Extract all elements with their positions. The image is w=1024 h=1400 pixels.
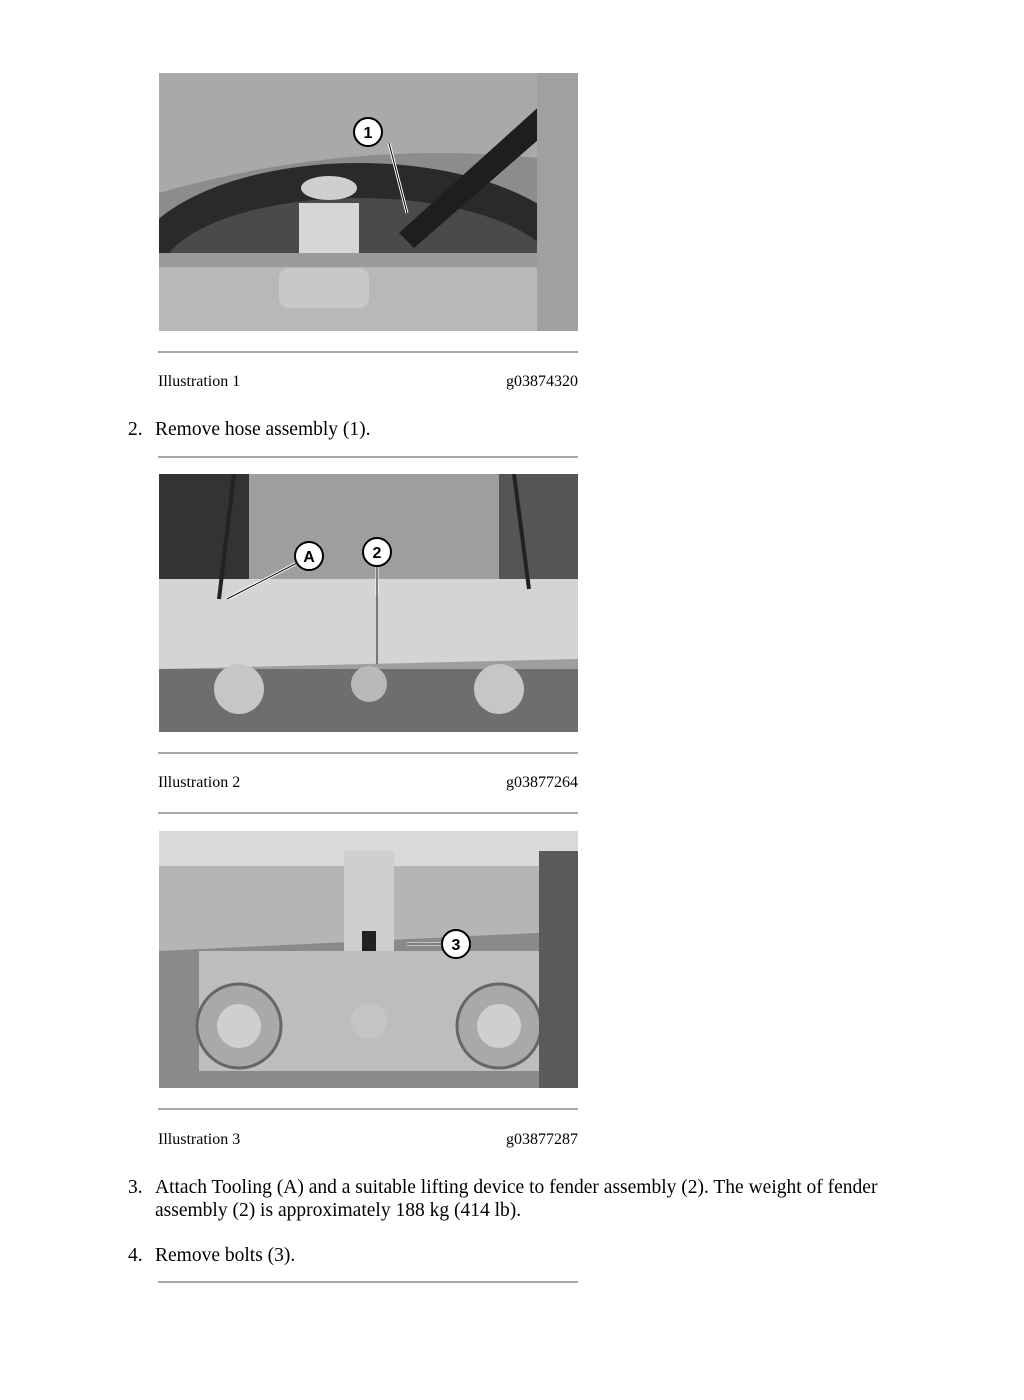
caption-label: Illustration 3 [158,1131,241,1148]
caption-code: g03877287 [506,1131,578,1148]
caption-code: g03874320 [506,373,578,390]
illustration-3-caption [158,1131,578,1149]
step-number: 2. [128,419,143,440]
step-number: 4. [128,1245,143,1266]
caption-label: Illustration 2 [158,774,241,791]
illustration-2-photo [159,474,578,732]
caption-label: Illustration 1 [158,373,241,390]
step-text: Attach Tooling (A) and a suitable lifting device to fender assembly (2). The weight of fender assembly (2) is approximately 188 kg (414 lb). [155,1177,878,1221]
callout-a: A [303,549,315,566]
divider [158,351,578,353]
divider [158,456,578,458]
step-text: Remove hose assembly (1). [155,419,371,440]
callout-3: 3 [451,937,461,954]
divider [158,752,578,754]
step-4 [128,1244,888,1267]
step-text: Remove bolts (3). [155,1245,296,1266]
divider [158,812,578,814]
callout-1: 1 [363,125,373,142]
step-3 [128,1176,888,1222]
divider [158,1108,578,1110]
divider [158,1281,578,1283]
callout-2: 2 [372,545,382,562]
illustration-1-caption [158,373,578,391]
caption-code: g03877264 [506,774,578,791]
illustration-3-photo [159,831,578,1088]
illustration-1-photo [159,73,578,331]
step-number: 3. [128,1177,143,1198]
step-2 [128,418,888,441]
illustration-2-caption [158,774,578,792]
